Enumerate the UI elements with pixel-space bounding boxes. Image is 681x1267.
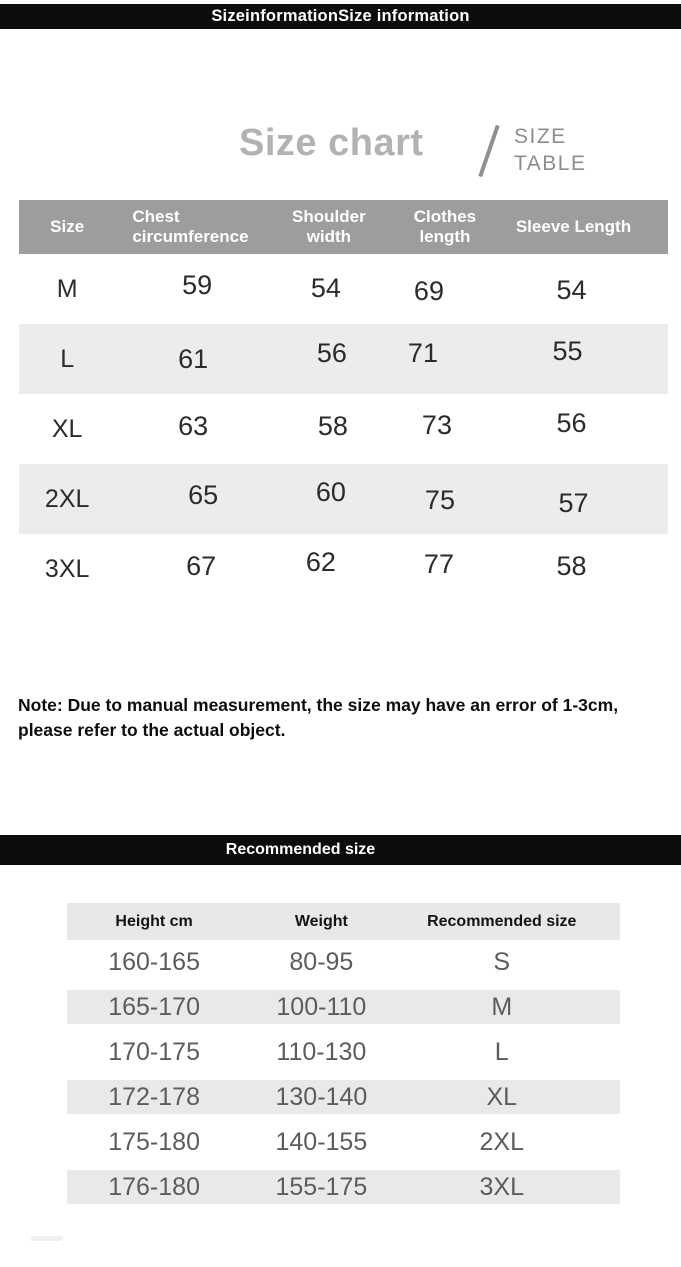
weight-value: 110-130 <box>276 1038 367 1066</box>
recommended-size-value: S <box>493 948 511 976</box>
column-header-size: Size <box>50 217 85 236</box>
recommended-size-value: L <box>494 1038 509 1066</box>
size-row-l <box>19 324 668 394</box>
clothes-value: 73 <box>421 409 452 440</box>
measurement-note-line1: Note: Due to manual measurement, the size may have an error of 1-3cm, <box>18 695 619 715</box>
chest-value: 65 <box>188 479 219 510</box>
sleeve-value: 56 <box>556 407 587 438</box>
print-artifact-smudge <box>31 1236 63 1241</box>
height-value: 160-165 <box>108 948 200 976</box>
column-header-sleeve: Sleeve Length <box>515 217 632 236</box>
sleeve-value: 57 <box>558 487 589 518</box>
shoulder-value: 56 <box>316 337 347 368</box>
recommended-row-m <box>67 985 620 1030</box>
recommended-size-value: 2XL <box>479 1128 524 1156</box>
size-chart-table-header <box>19 200 668 254</box>
column-header-weight: Weight <box>294 912 348 930</box>
size-chart-table-body <box>19 254 668 604</box>
slash-icon <box>478 125 499 177</box>
column-header-chest: Chest circumference <box>132 207 249 246</box>
recommended-row-2xl <box>67 1120 620 1165</box>
size-row-2xl <box>19 464 668 534</box>
recommended-row-3xl <box>67 1165 620 1210</box>
measurement-note <box>18 693 618 744</box>
measurement-note-line2: please refer to the actual object. <box>18 720 286 741</box>
chest-value: 63 <box>178 410 209 441</box>
weight-value: 140-155 <box>275 1128 368 1156</box>
size-information-banner-text: SizeinformationSize information <box>211 7 470 25</box>
clothes-value: 77 <box>423 548 454 579</box>
height-value: 176-180 <box>108 1172 200 1201</box>
recommended-size-value: M <box>491 992 513 1021</box>
height-value: 175-180 <box>108 1128 200 1156</box>
clothes-value: 69 <box>413 275 444 306</box>
height-value: 165-170 <box>108 992 200 1021</box>
shoulder-value: 62 <box>305 546 336 577</box>
size-value: 2XL <box>44 484 90 513</box>
column-header-clothes: Clothes length <box>413 207 477 246</box>
height-value: 172-178 <box>108 1082 200 1111</box>
size-row-xl <box>19 394 668 464</box>
recommended-row-xl <box>67 1075 620 1120</box>
recommended-size-value: 3XL <box>479 1172 524 1201</box>
size-chart-table <box>19 200 668 604</box>
chest-value: 61 <box>178 343 209 374</box>
chest-value: 67 <box>186 550 217 581</box>
recommended-size-value: XL <box>486 1082 518 1111</box>
size-value: 3XL <box>44 554 90 583</box>
recommended-table-header <box>67 903 620 940</box>
size-table-label-line2: TABLE <box>514 151 587 175</box>
shoulder-value: 58 <box>317 410 348 441</box>
size-chart-title: Size chart <box>239 122 424 164</box>
column-header-height: Height cm <box>115 912 193 930</box>
size-value: XL <box>51 414 83 443</box>
weight-value: 100-110 <box>276 992 367 1021</box>
sleeve-value: 58 <box>556 550 587 581</box>
shoulder-value: 54 <box>310 272 341 303</box>
size-table-label-line1: SIZE <box>514 125 567 148</box>
recommended-size-table <box>67 903 620 1210</box>
weight-value: 130-140 <box>275 1082 368 1111</box>
column-header-recommended-size: Recommended size <box>427 912 577 930</box>
recommended-table-body <box>67 940 620 1210</box>
size-table-label <box>514 124 586 178</box>
recommended-size-banner-text: Recommended size <box>225 841 376 858</box>
clothes-value: 71 <box>407 337 438 368</box>
size-information-banner <box>0 4 681 29</box>
sleeve-value: 54 <box>556 274 587 305</box>
shoulder-value: 60 <box>315 476 346 507</box>
sleeve-value: 55 <box>552 335 583 366</box>
size-row-3xl <box>19 534 668 604</box>
height-value: 170-175 <box>108 1038 200 1066</box>
recommended-size-banner <box>0 835 681 865</box>
size-value: L <box>60 344 75 373</box>
recommended-row-l <box>67 1030 620 1075</box>
weight-value: 155-175 <box>275 1172 368 1201</box>
clothes-value: 75 <box>424 484 455 515</box>
size-value: M <box>56 274 78 303</box>
weight-value: 80-95 <box>289 948 354 976</box>
column-header-shoulder: Shoulder width <box>292 207 366 246</box>
size-row-m <box>19 254 668 324</box>
recommended-row-s <box>67 940 620 985</box>
chest-value: 59 <box>182 269 213 300</box>
